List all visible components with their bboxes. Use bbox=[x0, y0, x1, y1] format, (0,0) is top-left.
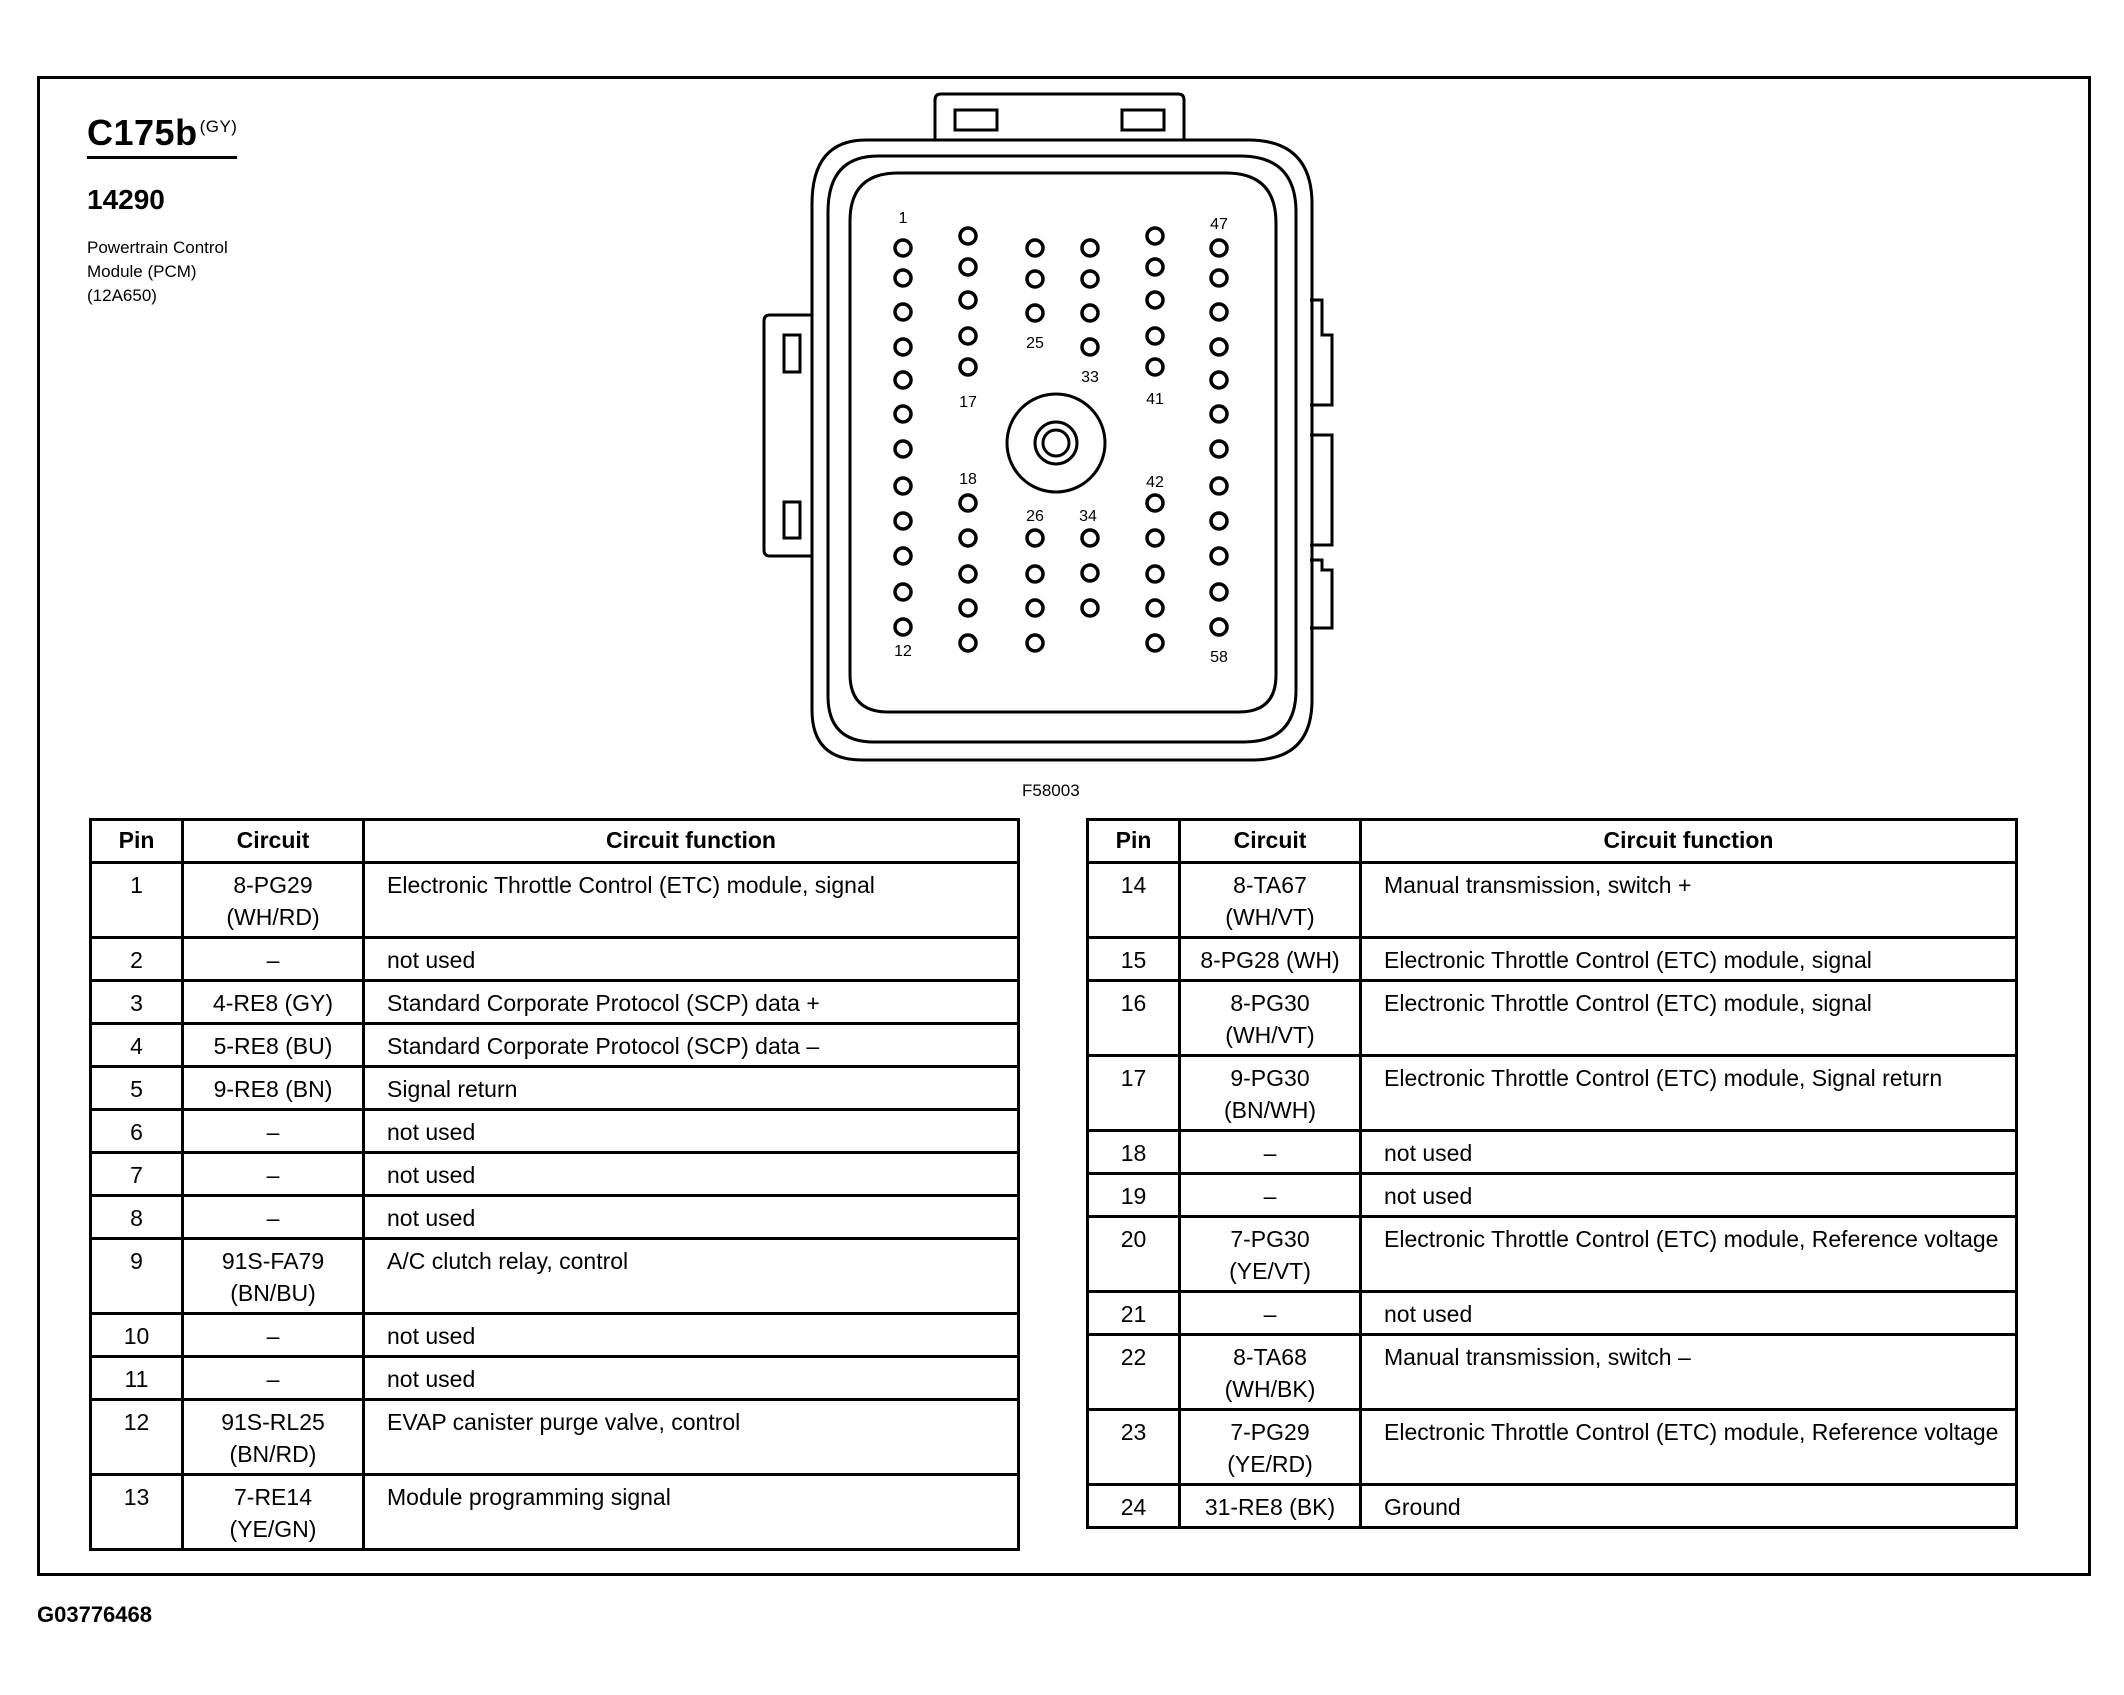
header-pin: Pin bbox=[91, 820, 183, 863]
pin-cavity bbox=[1211, 406, 1227, 422]
circuit-cell bbox=[183, 1239, 364, 1314]
circuit-cell bbox=[183, 1357, 364, 1400]
circuit-cell bbox=[183, 1475, 364, 1550]
pin-cavity bbox=[960, 359, 976, 375]
pin-label: 25 bbox=[1026, 335, 1044, 352]
pin-number-cell: 14 bbox=[1088, 863, 1180, 938]
pin-cavity bbox=[1027, 635, 1043, 651]
pin-label: 26 bbox=[1026, 508, 1044, 525]
circuit-function-cell: A/C clutch relay, control bbox=[364, 1239, 1019, 1314]
pin-cavity bbox=[960, 566, 976, 582]
pin-cavity bbox=[1211, 441, 1227, 457]
circuit-function-cell: Signal return bbox=[364, 1067, 1019, 1110]
pin-cavity bbox=[1211, 619, 1227, 635]
latch-slot bbox=[955, 110, 997, 130]
pin-label: 33 bbox=[1081, 369, 1099, 386]
pin-cavity bbox=[895, 406, 911, 422]
pin-cavity bbox=[895, 270, 911, 286]
pin-cavity bbox=[960, 530, 976, 546]
circuit-function-cell: not used bbox=[364, 1314, 1019, 1357]
pin-cavity bbox=[1147, 292, 1163, 308]
pin-cavity bbox=[1211, 270, 1227, 286]
pin-cavity bbox=[1082, 240, 1098, 256]
table-row bbox=[91, 863, 1019, 938]
circuit-line: 91S-RL25 bbox=[221, 1409, 325, 1435]
connector-left-latch bbox=[764, 315, 812, 556]
circuit-line: – bbox=[1263, 1301, 1277, 1327]
latch-slot bbox=[1122, 110, 1164, 130]
circuit-cell bbox=[183, 981, 364, 1024]
pin-cavity bbox=[960, 228, 976, 244]
circuit-line: – bbox=[266, 1162, 280, 1188]
table-row bbox=[91, 1400, 1019, 1475]
circuit-line: – bbox=[266, 1119, 280, 1145]
pin-cavity bbox=[1147, 259, 1163, 275]
circuit-function-cell: Electronic Throttle Control (ETC) module, Reference voltage bbox=[1361, 1217, 2017, 1292]
circuit-line: 9-PG30 bbox=[1230, 1065, 1310, 1091]
pin-cavity bbox=[1147, 228, 1163, 244]
pin-number-cell: 17 bbox=[1088, 1056, 1180, 1131]
pin-cavity bbox=[1147, 566, 1163, 582]
pin-number-cell: 6 bbox=[91, 1110, 183, 1153]
pin-cavity bbox=[895, 548, 911, 564]
pin-cavity bbox=[960, 635, 976, 651]
table-row bbox=[91, 1110, 1019, 1153]
circuit-function-cell: Electronic Throttle Control (ETC) module, Signal return bbox=[1361, 1056, 2017, 1131]
connector-title: C175b $^{(GY)}$ bbox=[87, 112, 237, 159]
circuit-line: 7-RE14 bbox=[234, 1484, 312, 1510]
circuit-function-cell: Manual transmission, switch – bbox=[1361, 1335, 2017, 1410]
table-row bbox=[91, 1067, 1019, 1110]
circuit-line: – bbox=[266, 1366, 280, 1392]
part-number: 14290 bbox=[87, 184, 165, 215]
circuit-cell bbox=[1180, 863, 1361, 938]
pin-number-cell: 19 bbox=[1088, 1174, 1180, 1217]
table-row bbox=[91, 1153, 1019, 1196]
circuit-function-cell: not used bbox=[1361, 1174, 2017, 1217]
pin-number-cell: 24 bbox=[1088, 1485, 1180, 1528]
header-circuit-function: Circuit function bbox=[1361, 820, 2017, 863]
pin-cavity bbox=[960, 600, 976, 616]
circuit-function-cell: Standard Corporate Protocol (SCP) data – bbox=[364, 1024, 1019, 1067]
center-post bbox=[1007, 394, 1105, 492]
circuit-line: (BN/WH) bbox=[1224, 1097, 1316, 1123]
circuit-function-cell: Electronic Throttle Control (ETC) module, signal bbox=[1361, 981, 2017, 1056]
circuit-line: (WH/VT) bbox=[1225, 1022, 1315, 1048]
pin-cavity bbox=[1211, 304, 1227, 320]
table-row bbox=[91, 1314, 1019, 1357]
circuit-cell bbox=[1180, 938, 1361, 981]
circuit-line: – bbox=[266, 1323, 280, 1349]
pin-cavity bbox=[895, 339, 911, 355]
table-row bbox=[91, 1024, 1019, 1067]
table-row bbox=[1088, 1131, 2017, 1174]
pin-cavity bbox=[895, 619, 911, 635]
circuit-line: (WH/RD) bbox=[226, 904, 320, 930]
circuit-function-cell: not used bbox=[364, 938, 1019, 981]
pin-number-cell: 4 bbox=[91, 1024, 183, 1067]
pin-number-cell: 10 bbox=[91, 1314, 183, 1357]
pin-cavity bbox=[960, 328, 976, 344]
circuit-cell bbox=[183, 863, 364, 938]
pin-cavity bbox=[895, 478, 911, 494]
table-row bbox=[1088, 863, 2017, 938]
circuit-function-cell: not used bbox=[364, 1196, 1019, 1239]
description-line: Powertrain Control bbox=[87, 238, 228, 257]
circuit-line: (WH/BK) bbox=[1224, 1376, 1316, 1402]
header-pin: Pin bbox=[1088, 820, 1180, 863]
pin-number-cell: 20 bbox=[1088, 1217, 1180, 1292]
pin-number-cell: 7 bbox=[91, 1153, 183, 1196]
pin-label: 12 bbox=[894, 643, 912, 660]
circuit-cell bbox=[1180, 1485, 1361, 1528]
pin-label: 34 bbox=[1079, 508, 1097, 525]
pin-cavity bbox=[895, 513, 911, 529]
circuit-line: 8-TA68 bbox=[1233, 1344, 1307, 1370]
pin-cavity bbox=[895, 584, 911, 600]
pin-number-cell: 15 bbox=[1088, 938, 1180, 981]
pin-label: 17 bbox=[959, 394, 977, 411]
table-row bbox=[1088, 938, 2017, 981]
pin-number-cell: 23 bbox=[1088, 1410, 1180, 1485]
circuit-cell bbox=[183, 1024, 364, 1067]
pin-label: 42 bbox=[1146, 474, 1164, 491]
table-row bbox=[1088, 1292, 2017, 1335]
connector-color-code: (GY) bbox=[199, 117, 238, 136]
table-row bbox=[91, 938, 1019, 981]
circuit-line: (YE/RD) bbox=[1227, 1451, 1313, 1477]
circuit-function-cell: not used bbox=[1361, 1292, 2017, 1335]
description-line: Module (PCM) bbox=[87, 262, 197, 281]
pin-cavity bbox=[1027, 240, 1043, 256]
pin-cavity bbox=[1147, 359, 1163, 375]
circuit-line: – bbox=[1263, 1183, 1277, 1209]
pin-cavities bbox=[895, 228, 1227, 651]
pin-cavity bbox=[1147, 600, 1163, 616]
figure-id: F58003 bbox=[1022, 781, 1080, 800]
pin-cavity bbox=[1082, 271, 1098, 287]
pin-label: 41 bbox=[1146, 391, 1164, 408]
pin-number-cell: 8 bbox=[91, 1196, 183, 1239]
pin-cavity bbox=[960, 259, 976, 275]
circuit-line: 31-RE8 (BK) bbox=[1204, 1494, 1336, 1520]
circuit-line: (BN/RD) bbox=[229, 1441, 317, 1467]
pin-cavity bbox=[1027, 305, 1043, 321]
circuit-line: 8-PG28 (WH) bbox=[1200, 947, 1340, 973]
circuit-function-cell: Electronic Throttle Control (ETC) module, Reference voltage bbox=[1361, 1410, 2017, 1485]
circuit-cell bbox=[183, 938, 364, 981]
pin-table-right bbox=[1086, 818, 2018, 1529]
table-row bbox=[1088, 981, 2017, 1056]
connector-top-latch bbox=[935, 94, 1184, 140]
pin-label: 47 bbox=[1210, 216, 1228, 233]
pin-number-cell: 9 bbox=[91, 1239, 183, 1314]
pin-cavity bbox=[1211, 584, 1227, 600]
pin-number-cell: 5 bbox=[91, 1067, 183, 1110]
circuit-line: (BN/BU) bbox=[230, 1280, 316, 1306]
pin-number-cell: 16 bbox=[1088, 981, 1180, 1056]
pin-cavity bbox=[1147, 530, 1163, 546]
pin-table-left bbox=[89, 818, 1020, 1551]
pin-label: 1 bbox=[898, 210, 908, 227]
pin-label: 18 bbox=[959, 471, 977, 488]
pin-cavity bbox=[1211, 548, 1227, 564]
table-row bbox=[91, 1196, 1019, 1239]
pin-cavity bbox=[1082, 565, 1098, 581]
circuit-line: 8-PG29 bbox=[233, 872, 313, 898]
pin-cavity bbox=[960, 292, 976, 308]
pin-label: 58 bbox=[1210, 649, 1228, 666]
circuit-line: – bbox=[266, 947, 280, 973]
circuit-cell bbox=[1180, 981, 1361, 1056]
circuit-line: 9-RE8 (BN) bbox=[213, 1076, 333, 1102]
circuit-function-cell: Manual transmission, switch + bbox=[1361, 863, 2017, 938]
circuit-cell bbox=[183, 1314, 364, 1357]
circuit-function-cell: Electronic Throttle Control (ETC) module, signal bbox=[364, 863, 1019, 938]
connector-housing-outer bbox=[812, 140, 1312, 760]
circuit-line: 5-RE8 (BU) bbox=[213, 1033, 333, 1059]
pin-cavity bbox=[1147, 495, 1163, 511]
table-row bbox=[1088, 1174, 2017, 1217]
circuit-cell bbox=[1180, 1056, 1361, 1131]
pin-cavity bbox=[1027, 566, 1043, 582]
table-row bbox=[91, 981, 1019, 1024]
circuit-cell bbox=[1180, 1292, 1361, 1335]
table-row bbox=[1088, 1335, 2017, 1410]
circuit-line: 91S-FA79 bbox=[221, 1248, 325, 1274]
circuit-cell bbox=[183, 1196, 364, 1239]
circuit-function-cell: not used bbox=[364, 1153, 1019, 1196]
circuit-line: (YE/GN) bbox=[229, 1516, 317, 1542]
pin-cavity bbox=[1027, 530, 1043, 546]
pin-cavity bbox=[1027, 271, 1043, 287]
pin-number-cell: 21 bbox=[1088, 1292, 1180, 1335]
pin-cavity bbox=[1211, 372, 1227, 388]
circuit-line: 7-PG29 bbox=[1230, 1419, 1310, 1445]
pin-cavity bbox=[960, 495, 976, 511]
table-row bbox=[91, 1475, 1019, 1550]
table-row bbox=[91, 1239, 1019, 1314]
circuit-line: 7-PG30 bbox=[1230, 1226, 1310, 1252]
circuit-cell bbox=[1180, 1131, 1361, 1174]
circuit-function-cell: Electronic Throttle Control (ETC) module, signal bbox=[1361, 938, 2017, 981]
table-row bbox=[1088, 1217, 2017, 1292]
pin-cavity bbox=[1147, 635, 1163, 651]
pin-number-cell: 22 bbox=[1088, 1335, 1180, 1410]
table-row bbox=[1088, 1056, 2017, 1131]
pin-cavity bbox=[1082, 600, 1098, 616]
pin-number-cell: 12 bbox=[91, 1400, 183, 1475]
pin-number-cell: 11 bbox=[91, 1357, 183, 1400]
connector-face-drawing bbox=[0, 0, 2124, 790]
circuit-function-cell: Module programming signal bbox=[364, 1475, 1019, 1550]
pin-cavity bbox=[1027, 600, 1043, 616]
circuit-line: 8-PG30 bbox=[1230, 990, 1310, 1016]
circuit-line: – bbox=[1263, 1140, 1277, 1166]
document-id: G03776468 bbox=[37, 1602, 152, 1627]
pin-cavity bbox=[1147, 328, 1163, 344]
pin-cavity bbox=[1211, 478, 1227, 494]
circuit-function-cell: not used bbox=[364, 1110, 1019, 1153]
circuit-function-cell: not used bbox=[364, 1357, 1019, 1400]
pin-number-cell: 13 bbox=[91, 1475, 183, 1550]
pin-cavity bbox=[1211, 513, 1227, 529]
pin-cavity bbox=[1211, 240, 1227, 256]
circuit-line: 4-RE8 (GY) bbox=[212, 990, 334, 1016]
circuit-cell bbox=[183, 1110, 364, 1153]
table-row bbox=[1088, 1410, 2017, 1485]
pin-number-cell: 18 bbox=[1088, 1131, 1180, 1174]
pin-cavity bbox=[1082, 305, 1098, 321]
circuit-cell bbox=[1180, 1335, 1361, 1410]
pin-number-cell: 2 bbox=[91, 938, 183, 981]
header-circuit: Circuit bbox=[183, 820, 364, 863]
circuit-function-cell: not used bbox=[1361, 1131, 2017, 1174]
circuit-cell bbox=[183, 1400, 364, 1475]
header-circuit: Circuit bbox=[1180, 820, 1361, 863]
pin-cavity bbox=[895, 304, 911, 320]
circuit-line: – bbox=[266, 1205, 280, 1231]
pin-cavity bbox=[1082, 339, 1098, 355]
circuit-line: (YE/VT) bbox=[1229, 1258, 1311, 1284]
circuit-function-cell: Standard Corporate Protocol (SCP) data + bbox=[364, 981, 1019, 1024]
pin-cavity bbox=[895, 441, 911, 457]
description-line: (12A650) bbox=[87, 286, 157, 305]
circuit-cell bbox=[1180, 1217, 1361, 1292]
pin-number-cell: 3 bbox=[91, 981, 183, 1024]
circuit-cell bbox=[183, 1153, 364, 1196]
circuit-line: 8-TA67 bbox=[1233, 872, 1307, 898]
pin-cavity bbox=[895, 240, 911, 256]
circuit-function-cell: EVAP canister purge valve, control bbox=[364, 1400, 1019, 1475]
circuit-cell bbox=[1180, 1410, 1361, 1485]
circuit-cell bbox=[183, 1067, 364, 1110]
circuit-cell bbox=[1180, 1174, 1361, 1217]
circuit-function-cell: Ground bbox=[1361, 1485, 2017, 1528]
pin-cavity bbox=[895, 372, 911, 388]
header-circuit-function: Circuit function bbox=[364, 820, 1019, 863]
pin-cavity bbox=[1082, 530, 1098, 546]
circuit-line: (WH/VT) bbox=[1225, 904, 1315, 930]
pin-number-cell: 1 bbox=[91, 863, 183, 938]
pin-cavity bbox=[1211, 339, 1227, 355]
table-row bbox=[91, 1357, 1019, 1400]
table-row bbox=[1088, 1485, 2017, 1528]
